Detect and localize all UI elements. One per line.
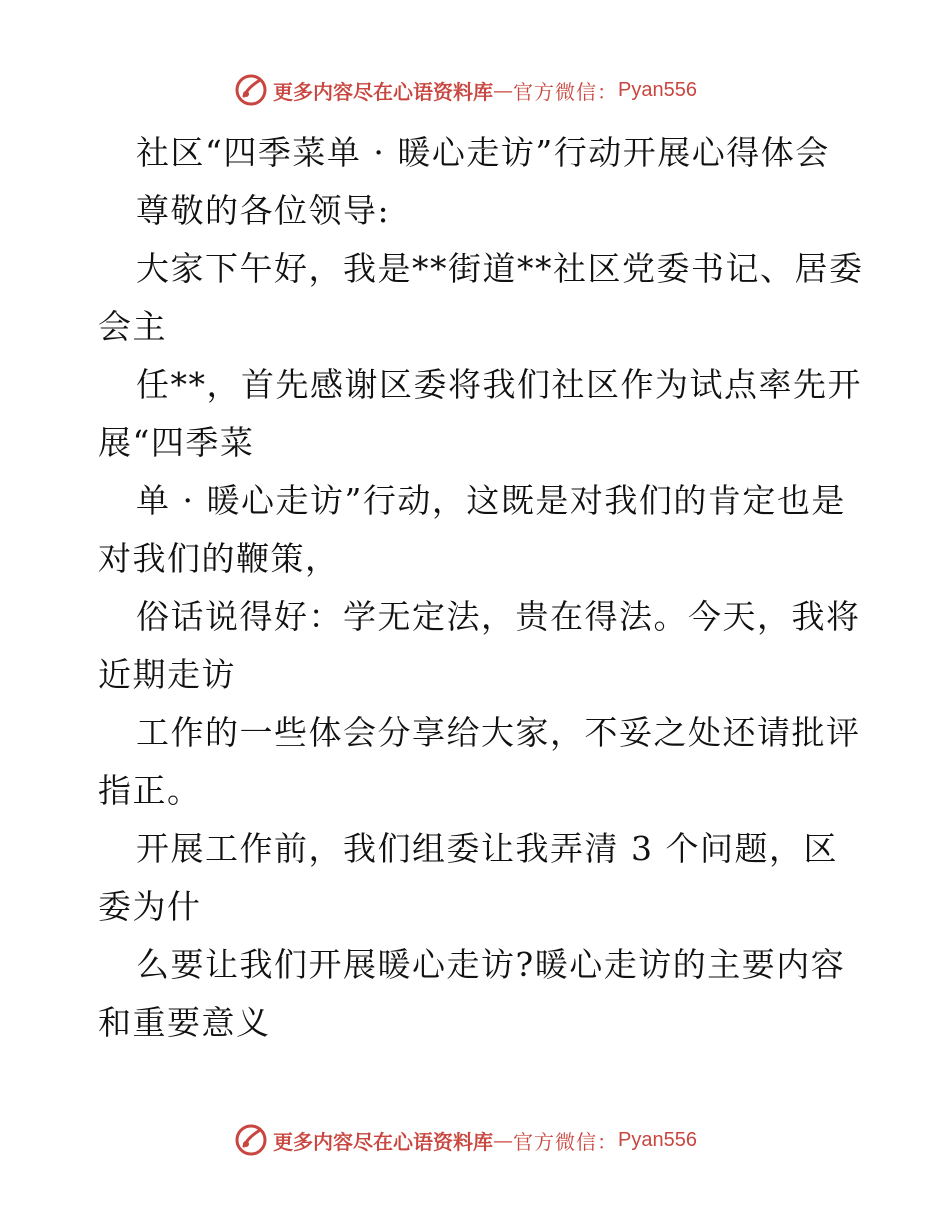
ink-brush-logo-icon	[235, 1124, 267, 1156]
footer-watermark	[235, 1122, 697, 1158]
paragraph-line: 单 · 暖心走访”行动，这既是对我们的肯定也是	[136, 481, 846, 520]
paragraph-line: 委为什	[98, 887, 202, 926]
paragraph-line: 近期走访	[98, 655, 236, 694]
watermark-separator: —	[493, 78, 513, 102]
paragraph-line: 展“四季菜	[98, 423, 255, 462]
paragraph-line: 工作的一些体会分享给大家，不妥之处还请批评	[136, 713, 861, 752]
watermark-wechat-id: Pyan556	[618, 1128, 697, 1151]
paragraph-line: 会主	[98, 307, 167, 346]
paragraph-line: 对我们的鞭策，	[98, 539, 340, 578]
paragraph-line: 开展工作前，我们组委让我弄清 3 个问题，区	[136, 829, 838, 868]
paragraph-line: 任**，首先感谢区委将我们社区作为试点率先开	[136, 365, 862, 404]
watermark-wechat-id: Pyan556	[618, 78, 697, 101]
watermark-separator: —	[493, 1128, 513, 1152]
watermark-label: 官方微信：	[513, 79, 618, 104]
paragraph-line: 指正。	[98, 771, 202, 810]
paragraph-line: 大家下午好，我是**街道**社区党委书记、居委	[136, 249, 864, 288]
watermark-label: 官方微信：	[513, 1129, 618, 1154]
paragraph-line: 么要让我们开展暖心走访?暖心走访的主要内容	[136, 945, 846, 984]
salutation: 尊敬的各位领导:	[136, 191, 391, 230]
document-body	[98, 124, 864, 1052]
header-watermark	[235, 72, 697, 108]
paragraph-line: 和重要意义	[98, 1003, 271, 1042]
document-title: 社区“四季菜单 · 暖心走访”行动开展心得体会	[136, 133, 830, 172]
watermark-main-text: 更多内容尽在心语资料库	[273, 1129, 493, 1154]
ink-brush-logo-icon	[235, 74, 267, 106]
paragraph-line: 俗话说得好：学无定法，贵在得法。今天，我将	[136, 597, 861, 636]
watermark-main-text: 更多内容尽在心语资料库	[273, 79, 493, 104]
